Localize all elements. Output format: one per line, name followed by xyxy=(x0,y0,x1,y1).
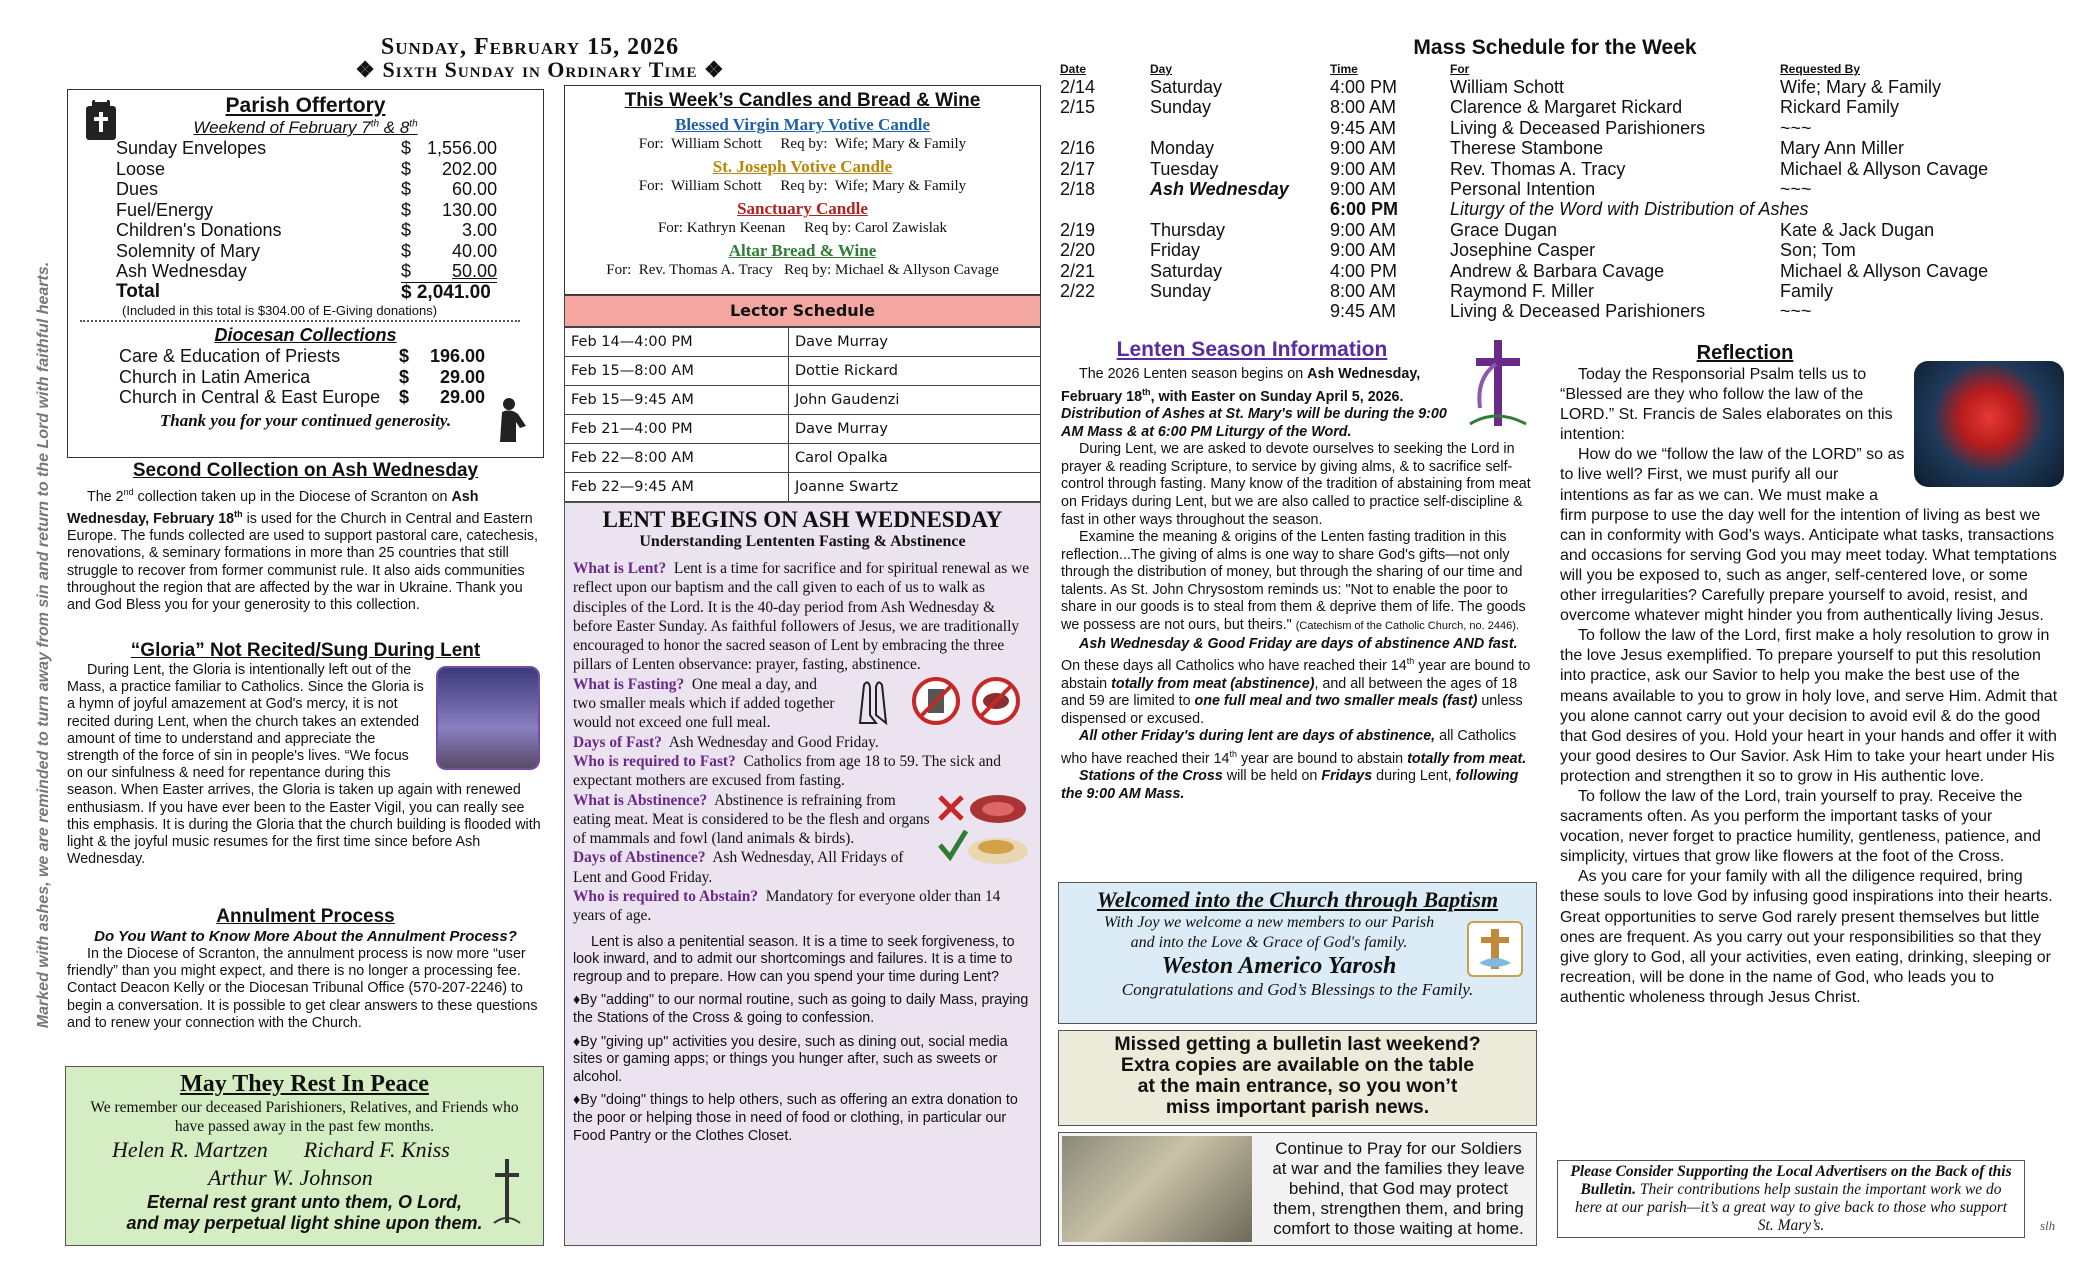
offertory-box xyxy=(67,89,544,458)
divider xyxy=(80,320,520,322)
annulment-section xyxy=(67,906,544,1032)
soldiers-text: Continue to Pray for our Soldiers at war and the families they leave behind, that God may protect them, strengthen them, and bring comfort to those waiting at home. xyxy=(1272,1139,1525,1238)
advertisers-text: Please Consider Supporting the Local Advertisers on the Back of this Bulletin. Their contributions help sustain the important work we do here at our parish—it’s a great way to give back to those who support St. Mary’s. xyxy=(1570,1163,2012,1234)
cross-icon xyxy=(492,1157,522,1227)
mass-row: 2/22 Sunday 8:00 AM Raymond F. Miller Family xyxy=(1060,281,1833,302)
candle-name: Blessed Virgin Mary Votive Candle xyxy=(674,115,930,134)
gloria-text: During Lent, the Gloria is intentionally left out of the Mass, a practice familiar to Catholics. Since the Gloria is a hymn of joyful amazement at God's mercy, it is not recited during Lent, when the church takes an extended amount of time to understand and appreciate the strength of the force of sin in people's lives. “We focus on our sinfulness & need for repentance during this season. When Easter arrives, the Gloria is taken up again with renewed enthusiasm. If you have ever been to the Easter Vigil, you can really see this emphasis. It is during the Gloria that the church building is flooded with light & the joyful music resumes for the first time since before Ash Wednesday. xyxy=(67,662,541,868)
baptism-title: Welcomed into the Church through Baptism xyxy=(1096,887,1499,912)
mass-row: 2/17 Tuesday 9:00 AM Rev. Thomas A. Tracy Michael & Allyson Cavage xyxy=(1060,158,1989,179)
reflection-title: Reflection xyxy=(1696,342,1794,364)
mass-title: Mass Schedule for the Week xyxy=(1413,36,1697,59)
diocesan-row: Care & Education of Priests $ 196.00 xyxy=(119,346,485,366)
bulletin-date: Sunday, February 15, 2026 xyxy=(380,34,680,60)
advertisers-box xyxy=(1557,1160,2025,1238)
mass-row: 2/18 Ash Wednesday 9:00 AM Personal Intention ~~~ xyxy=(1060,179,1812,200)
candle-intention: For: William Schott Req by: Wife; Mary & Family xyxy=(638,136,967,152)
lent-title: LENT BEGINS ON ASH WEDNESDAY xyxy=(602,507,1003,532)
soldiers-image xyxy=(1062,1136,1252,1242)
mass-row: 2/19 Thursday 9:00 AM Grace Dugan Kate & Jack Dugan xyxy=(1060,219,1935,240)
offertory-table xyxy=(116,138,497,303)
offering-box-icon xyxy=(84,96,118,142)
second-collection-title: Second Collection on Ash Wednesday xyxy=(132,460,479,481)
lent-icons xyxy=(846,675,1032,727)
offertory-row: Ash Wednesday $ 50.00 xyxy=(116,261,498,282)
second-collection xyxy=(67,460,544,615)
mass-header: Time xyxy=(1330,62,1358,76)
diocesan-title: Diocesan Collections xyxy=(214,325,397,345)
baptism-congrats: Congratulations and God’s Blessings to the Family. xyxy=(1121,980,1474,999)
baptism-dove-icon xyxy=(1467,921,1523,977)
lector-row: Feb 15—9:45 AM John Gaudenzi xyxy=(565,386,1041,415)
gloria-title: “Gloria” Not Recited/Sung During Lent xyxy=(130,640,481,661)
deceased-name: Richard F. Kniss xyxy=(303,1137,450,1162)
lector-table xyxy=(564,327,1041,502)
lenten-info-text: The 2026 Lenten season begins on Ash Wednesday, February 18th, with Easter on Sunday April 5, 2026. Distribution of Ashes at St. Mary's will be during the 9:00 AM Mass & at 6:00 PM Liturgy of the Word. During Lent, we are asked to devote ourselves to seeking the Lord in prayer & reading Scripture, to service by giving alms, & to sacrifice self-control through fasting. Many know of the tradition of abstaining from meat on Fridays during Lent, but we are also called to practice self-discipline & fast in other ways throughout the season. Examine the meaning & origins of the Lenten fasting tradition in this reflection...The giving of alms is one way to share God's gifts—not only through the distribution of money, but through the sharing of our time and talents. As St. John Chrysostom reminds us: "Not to enable the poor to share in our goods is to steal from them & deprive them of life. The goods we possess are not ours, but theirs." (Catechism of the Catholic Church, no. 2446). Ash Wednesday & Good Friday are days of abstinence AND fast. On these days all Catholics who have reached their 14th year are bound to abstain totally from meat (abstinence), and all between the ages of 18 and 59 are limited to one full meal and two smaller meals (fast) unless dispensed or excused. All other Friday's during lent are days of abstinence, all Catholics who have reached their 14th year are bound to abstain totally from meat. Stations of the Cross will be held on Fridays during Lent, following the 9:00 AM Mass. xyxy=(1061,366,1531,802)
mass-row: 9:45 AM Living & Deceased Parishioners ~~~ xyxy=(1330,117,1812,138)
lent-q1: What is Lent? Lent is a time for sacrifice and for spiritual renewal as we reflect upon our baptism and the call given to each of us to walk as disciples of the Lord. It is the 40-day period from Ash Wednesday & before Easter Sunday. As faithful followers of Jesus, we are traditionally encouraged to honor the sacred season of Lent by embracing the three pillars of Lenten observance: prayer, fasting, abstinence. xyxy=(573,560,1030,674)
rip-intro: We remember our deceased Parishioners, Relatives, and Friends who have passed away in the past few months. xyxy=(90,1099,519,1135)
diocesan-table xyxy=(119,346,485,408)
annulment-title: Annulment Process xyxy=(216,906,395,927)
mass-row: 2/21 Saturday 4:00 PM Andrew & Barbara Cavage Michael & Allyson Cavage xyxy=(1060,260,1989,281)
lent-q7: Who is required to Abstain? Mandatory for everyone older than 14 years of age. xyxy=(573,888,1001,925)
offertory-row: Children's Donations $ 3.00 xyxy=(116,220,498,240)
lector-row: Feb 21—4:00 PM Dave Murray xyxy=(565,415,1041,444)
candle-name: Sanctuary Candle xyxy=(737,199,868,218)
diocesan-row: Church in Central & East Europe $ 29.00 xyxy=(119,387,485,407)
mass-header: Date xyxy=(1060,62,1087,76)
mass-row: 2/14 Saturday 4:00 PM William Schott Wife; Mary & Family xyxy=(1060,77,1942,97)
lector-row: Feb 15—8:00 AM Dottie Rickard xyxy=(565,357,1041,386)
lector-row: Feb 22—9:45 AM Joanne Swartz xyxy=(565,473,1041,502)
lent-q6: Days of Abstinence? Ash Wednesday, All Fridays of Lent and Good Friday. xyxy=(573,849,904,886)
gloria-section xyxy=(67,640,544,868)
side-banner-text: Marked with ashes, we are reminded to turn away from sin and return to the Lord with faithful hearts. xyxy=(35,261,52,1029)
rip-names xyxy=(66,1136,543,1192)
missed-bulletin-box xyxy=(1058,1030,1537,1126)
lent-q3: Days of Fast? Ash Wednesday and Good Friday. xyxy=(573,733,879,751)
baptism-name: Weston Americo Yarosh xyxy=(1161,953,1397,979)
offertory-row: Loose $ 202.00 xyxy=(116,158,498,179)
lent-q5: What is Abstinence? Abstinence is refraining from eating meat. Meat is considered to be the flesh and organs of mammals and fowl (land animals & birds). xyxy=(573,791,930,848)
mass-row: 9:45 AM Living & Deceased Parishioners ~~~ xyxy=(1330,301,1812,322)
diamond-icon: ♦ xyxy=(573,1092,581,1109)
x-mark-icon xyxy=(940,797,962,819)
diamond-icon: ♦ xyxy=(573,1033,581,1050)
candle-intention: For: William Schott Req by: Wife; Mary & Family xyxy=(638,178,967,194)
mass-schedule xyxy=(1060,36,2070,322)
thanks-text: Thank you for your continued generosity. xyxy=(159,410,452,430)
lent-qa xyxy=(565,559,1040,926)
lenten-info xyxy=(1061,338,1533,804)
steak-icon xyxy=(970,795,1026,823)
mass-row: 2/15 Sunday 8:00 AM Clarence & Margaret Rickard Rickard Family xyxy=(1060,97,1900,118)
lent-q2: What is Fasting? One meal a day, and two smaller meals which if added together would not exceed one full meal. xyxy=(573,675,835,732)
candle-intention: For: Rev. Thomas A. Tracy Req by: Michael & Allyson Cavage xyxy=(606,262,999,278)
lector-schedule xyxy=(564,295,1041,502)
lent-box xyxy=(564,502,1041,1246)
lent-subtitle: Understanding Lententen Fasting & Abstinence xyxy=(639,533,966,550)
heart-image xyxy=(1914,361,2064,487)
lent-penitential: Lent is also a penitential season. It is a time to seek forgiveness, to look inward, and to admit our shortcomings and failures. It is a time to regroup and to prepare. How can you spend your time during Lent? ♦By "adding" to our normal routine, such as going to daily Mass, praying the Stations of the Cross & going to confession. ♦By "giving up" activities you desire, such as dining out, social media sites or gaming apps; or things you hunger after, such as sweets or alcohol. ♦By "doing" things to help others, such as offering an extra donation to the poor or helping those in need of food or clothing, in particular our Food Pantry or the Clothes Closet. xyxy=(565,934,1040,1146)
deceased-name: Arthur W. Johnson xyxy=(208,1165,373,1190)
annulment-question: Do You Want to Know More About the Annulment Process? xyxy=(94,928,517,945)
praying-hands-icon xyxy=(860,682,886,723)
baptism-box xyxy=(1058,882,1537,1024)
offertory-row: Solemnity of Mary $ 40.00 xyxy=(116,240,498,261)
side-banner xyxy=(32,175,56,1115)
deceased-name: Helen R. Martzen xyxy=(112,1137,268,1162)
mass-row: 2/16 Monday 9:00 AM Therese Stambone Mary Ann Miller xyxy=(1060,138,1905,159)
diocesan-row: Church in Latin America $ 29.00 xyxy=(119,366,485,387)
reflection-text: Today the Responsorial Psalm tells us to “Blessed are they who follow the law of the LORD.” St. Francis de Sales elaborates on this intention: How do we “follow the law of the LORD” so as to live well? First, we must purify all our intentions as far as we can. We must make a firm purpose to use the day well for the intention of living as best we can in conformity with God’s ways. Anticipate what tasks, transactions and occasions for serving God you may meet today. What temptations will you be exposed to, such as anger, self-centered love, or some other irregularities? Carefully prepare yourself to avoid, resist, and overcome whatever might hinder you from authentically living Jesus. To follow the law of the Lord, first make a holy resolution to grow in the love Jesus exemplified. To prepare yourself to put this resolution into practice, ask our Savior to help you make the best use of the means available to you to grow in holy love, and serve Him. Admit that you alone cannot carry out your decision to avoid evil & do the good that God desires of you. Hold your heart in your hands and offer it with your good desires to Our Savior. Ask Him to take your heart under His protection and strengthen it so to grow in His authentic love. To follow the law of the Lord, train yourself to pray. Receive the sacraments often. As you perform the important tasks of your vocation, never forget to practice humility, gentleness, patience, and simplicity, virtues that grow like flowers at the foot of the Cross. As you care for your family with all the diligence required, bring these souls to love God by infusing good inspirations into their hearts. Great opportunities to serve God rarely present themselves but little ones are frequent. As you carry out your responsibilities so that they give glory to God, all your activities, even eating, drinking, sleeping or recreation, will be done in the name of God, who leads you to authentic wholeness through Jesus Christ. xyxy=(1560,366,2058,1006)
mass-table xyxy=(1060,62,2020,322)
offertory-row: Sunday Envelopes $ 1,556.00 xyxy=(116,138,498,158)
praying-figure-icon xyxy=(496,396,530,444)
offertory-title: Parish Offertory xyxy=(225,94,386,117)
offertory-row: Fuel/Energy $ 130.00 xyxy=(116,199,498,220)
rip-prayer: Eternal rest grant unto them, O Lord, and may perpetual light shine upon them. xyxy=(126,1192,483,1233)
lector-title: Lector Schedule xyxy=(564,295,1041,327)
annulment-text: In the Diocese of Scranton, the annulment process is now more “user friendly” than you might expect, and there is no longer a processing fee. Contact Deacon Kelly or the Diocesan Tribunal Office (570-207-2246) to begin a conversation. It is possible to get clear answers to these questions and to renew your connection with the Church. xyxy=(67,946,538,1031)
lent-bullet: ♦By "adding" to our normal routine, such as going to daily Mass, praying the Stations of the Cross & going to confession. xyxy=(573,992,1029,1027)
offertory-row: Dues $ 60.00 xyxy=(116,179,498,199)
lent-bullet: ♦By "giving up" activities you desire, such as dining out, social media sites or gaming apps; or things you hunger after, such as sweets or alcohol. xyxy=(573,1033,1008,1085)
candle-list xyxy=(565,114,1040,280)
mass-row: 6:00 PM Liturgy of the Word with Distribution of Ashes xyxy=(1330,199,1809,220)
offertory-note: (Included in this total is $304.00 of E-Giving donations) xyxy=(122,303,438,318)
lector-row: Feb 14—4:00 PM Dave Murray xyxy=(565,328,1041,357)
fish-plate-icon xyxy=(968,838,1028,864)
no-drink-icon xyxy=(914,679,958,723)
candle-name: St. Joseph Votive Candle xyxy=(712,157,893,176)
mass-row: 2/20 Friday 9:00 AM Josephine Casper Son; Tom xyxy=(1060,240,1856,261)
soldiers-box xyxy=(1058,1132,1537,1246)
meat-fish-icons xyxy=(936,791,1032,867)
reflection-section xyxy=(1560,342,2060,1008)
liturgical-day: ❖ Sixth Sunday in Ordinary Time ❖ xyxy=(355,57,725,82)
mass-header: Requested By xyxy=(1780,62,1861,76)
candles-box xyxy=(564,85,1041,295)
initials: slh xyxy=(2040,1218,2056,1233)
baptism-welcome: With Joy we welcome a new members to our Parish and into the Love & Grace of God's family. xyxy=(1103,914,1435,951)
check-mark-icon xyxy=(940,831,966,857)
offertory-weekend: Weekend of February 7th & 8th xyxy=(193,118,418,137)
mass-header: For xyxy=(1450,62,1470,76)
diamond-icon: ♦ xyxy=(573,992,581,1009)
candle-name: Altar Bread & Wine xyxy=(728,241,877,260)
missed-bulletin-text: Missed getting a bulletin last weekend? Extra copies are available on the table at the main entrance, so you won’t miss important parish news. xyxy=(1114,1033,1481,1118)
rip-title: May They Rest In Peace xyxy=(180,1071,429,1097)
lent-bullet: ♦By "doing" things to help others, such as offering an extra donation to the poor or helping those in need of food or clothing, in particular our Food Pantry or the Clothes Closet. xyxy=(573,1092,1018,1144)
lent-q4: Who is required to Fast? Catholics from age 18 to 59. The sick and expectant mothers are excused from fasting. xyxy=(573,752,1001,790)
mass-header: Day xyxy=(1150,62,1173,76)
candle-intention: For: Kathryn Keenan Req by: Carol Zawislak xyxy=(657,220,948,236)
angels-image xyxy=(436,666,540,770)
no-meat-icon xyxy=(974,679,1018,723)
rest-in-peace-box xyxy=(65,1066,544,1246)
lenten-info-title: Lenten Season Information xyxy=(1116,338,1388,361)
candles-title: This Week’s Candles and Bread & Wine xyxy=(624,90,981,111)
offertory-total-row: Total $ 2,041.00 xyxy=(116,282,497,303)
second-collection-text: The 2nd collection taken up in the Diocese of Scranton on Ash Wednesday, February 18th is used for the Church in Central and Eastern Europe. The funds collected are used to support pastoral care, catechesis, renovations, & seminary formations in more than 25 countries that still struggle to recover from former communist rule. It also aids communities throughout the region that are affected by the war in Ukraine. Thank you and God Bless you for your generosity to this collection. xyxy=(67,487,539,614)
lector-row: Feb 22—8:00 AM Carol Opalka xyxy=(565,444,1041,473)
